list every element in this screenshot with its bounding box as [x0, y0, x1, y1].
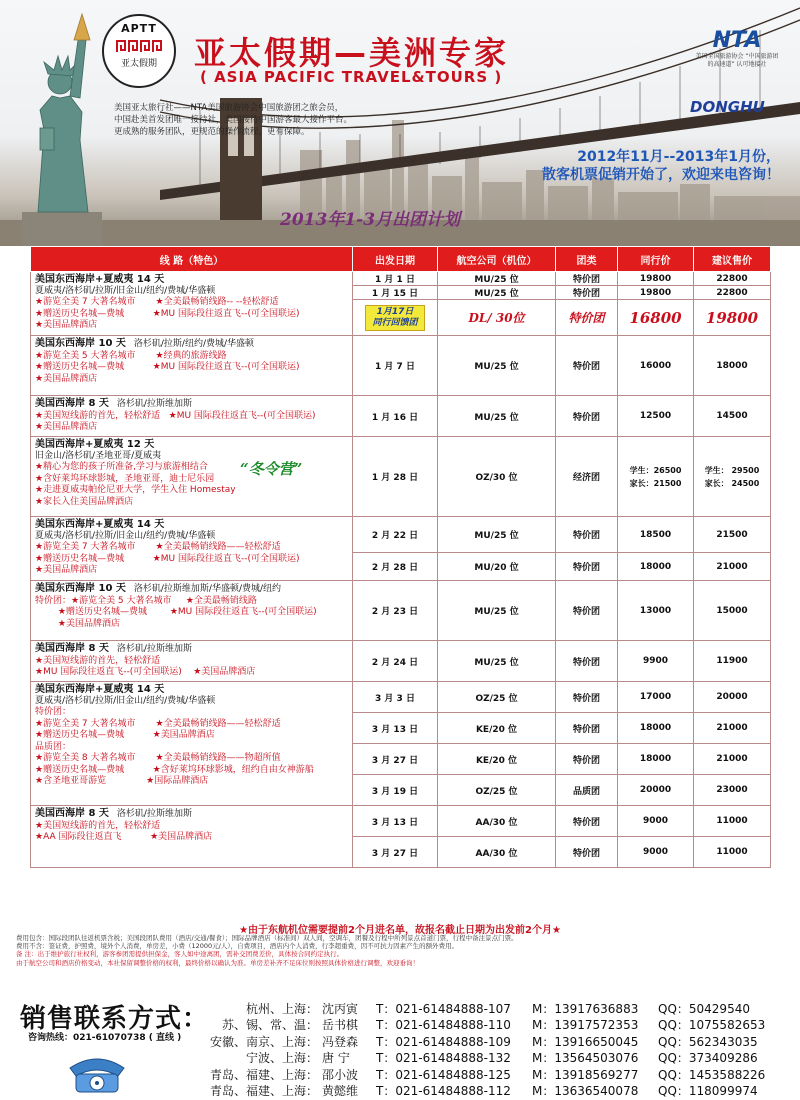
tour-type — [556, 641, 618, 682]
route-feature: ★美国品牌酒店 — [35, 618, 120, 629]
retail-price — [694, 272, 771, 286]
contact-phone[interactable]: T：021-61484888-107 — [376, 1002, 511, 1016]
peer-price-value: 学生：26500 家长：21500 — [629, 465, 682, 488]
route-feature: ★游览全美 5 大著名城市 ★经典的旅游线路 — [35, 350, 227, 361]
retail-price — [694, 553, 771, 581]
contact-mobile[interactable]: M：13636540078 — [532, 1083, 639, 1098]
retail-price-value: 15000 — [716, 605, 748, 616]
airline-seats — [438, 682, 556, 713]
departure-date — [353, 682, 438, 713]
peer-price-value: 19800 — [639, 287, 672, 298]
col-date: 出发日期 — [353, 247, 438, 272]
route-feature: 特价团： — [35, 707, 72, 717]
route-feature: ★赠送历史名城—费城 ★MU 国际段往返直飞--(可全国联运) — [35, 308, 300, 319]
contact-name: 黄懿维 — [322, 1083, 359, 1098]
retail-price — [694, 682, 771, 713]
route-feature: ★赠送历史名城—费城 ★MU 国际段往返直飞--(可全国联运) — [35, 553, 300, 564]
departure-date-value: 1 月 28 日 — [371, 473, 419, 483]
route-cities: 洛杉矶/拉斯维加斯 — [116, 644, 192, 654]
tour-type — [556, 272, 618, 286]
peer-price — [618, 286, 694, 300]
route-title: 美国东西海岸+夏威夷 14 天 — [35, 274, 165, 285]
plan-title: 2013年1-3月出团计划 — [280, 210, 461, 230]
route-cities: 洛杉矶/拉斯维加斯 — [116, 809, 192, 819]
airline-seats — [438, 286, 556, 300]
route-title: 美国东西海岸 10 天 — [35, 583, 126, 594]
retail-price-value: 11000 — [716, 816, 748, 826]
route-feature: 特价团：★游览全美 5 大著名城市 ★全美最畅销线路 — [35, 595, 257, 606]
route-feature: 夏威夷/洛杉矶/拉斯/旧金山/纽约/费城/华盛顿 — [35, 695, 216, 706]
retail-price — [694, 336, 771, 396]
peer-price-value: 13000 — [639, 605, 672, 616]
departure-date-value: 2 月 24 日 — [371, 657, 419, 668]
route-feature: ★美国短线游的首先，轻松舒适 ★MU 国际段往返直飞--(可全国联运) — [35, 410, 316, 421]
departure-date-value: 2 月 28 日 — [371, 563, 419, 573]
tour-type — [556, 837, 618, 868]
tour-type-value: 特价团 — [572, 275, 600, 285]
peer-price — [618, 775, 694, 806]
retail-price-value: 21000 — [716, 754, 748, 764]
route-description — [31, 581, 353, 641]
retail-price — [694, 806, 771, 837]
contact-row — [196, 1000, 786, 1016]
airline-seats — [438, 517, 556, 553]
departure-date-value: 1 月 15 日 — [371, 289, 419, 299]
contact-phone[interactable]: T：021-61484888-132 — [376, 1051, 511, 1066]
airline-seats-value: OZ/25 位 — [475, 786, 518, 797]
winter-camp-label: “冬令营” — [240, 460, 303, 478]
table-row — [31, 581, 771, 641]
tour-type-value: 特价团 — [572, 693, 600, 704]
company-intro: 美国亚太旅行社——NTA美国旅游协会中国旅游团之旅会员， 中国赴美首发团唯一接待社，美国接待中国游客最大接作平台。 更成熟的服务团队，更规范的操作流程，更有保障。 — [114, 103, 353, 137]
tour-type — [556, 713, 618, 744]
route-feature: 品质团： — [35, 741, 72, 752]
peer-price — [618, 336, 694, 396]
table-body — [31, 272, 771, 868]
aptt-logo: APTT 亚太假期 — [102, 14, 176, 88]
tour-type-value: 特价团 — [572, 848, 600, 859]
retail-price-value: 11900 — [716, 656, 748, 666]
peer-price — [618, 682, 694, 713]
tour-type-value: 特价团 — [572, 755, 600, 766]
contact-list — [196, 1000, 786, 1098]
contact-name: 沈丙寅 — [322, 1002, 359, 1016]
route-feature: ★美国短线游的首先，轻松舒适 — [35, 655, 161, 666]
table-header-row — [31, 247, 771, 272]
route-title: 美国西海岸+夏威夷 12 天 — [35, 439, 155, 450]
route-description — [31, 517, 353, 581]
departure-date — [353, 837, 438, 868]
retail-price-value: 22800 — [716, 273, 748, 284]
sales-contact-title: 销售联系方式： — [20, 1004, 210, 1034]
route-feature: ★含圣地亚哥游览 ★国际品牌酒店 — [35, 776, 209, 786]
contact-qq: QQ：562343035 — [658, 1034, 758, 1049]
departure-date — [353, 713, 438, 744]
route-feature: ★赠送历史名城—费城 ★美国品牌酒店 — [35, 730, 215, 740]
airline-seats — [438, 396, 556, 437]
peer-price — [618, 806, 694, 837]
route-feature: ★美国品牌酒店 — [35, 565, 98, 575]
contact-row — [196, 1082, 786, 1098]
airline-seats-value: KE/20 位 — [475, 755, 518, 766]
retail-price — [694, 286, 771, 300]
departure-date — [353, 286, 438, 300]
airline-seats — [438, 744, 556, 775]
retail-price-value: 19800 — [705, 308, 759, 327]
departure-date — [353, 437, 438, 517]
table-row — [31, 437, 771, 517]
tour-type — [556, 437, 618, 517]
peer-price — [618, 713, 694, 744]
tour-type-value: 经济团 — [572, 473, 600, 483]
peer-price — [618, 517, 694, 553]
airline-seats — [438, 775, 556, 806]
retail-price — [694, 396, 771, 437]
contact-name: 冯登森 — [322, 1034, 359, 1049]
retail-price — [694, 641, 771, 682]
retail-price — [694, 581, 771, 641]
nta-logo: NTA 美国全国旅游协会 “中国旅游团的高速道” 认可地接社 — [695, 28, 779, 68]
airline-seats-value: DL/ 30位 — [468, 311, 525, 325]
peer-price-value: 18000 — [639, 561, 672, 572]
route-feature: 夏威夷/洛杉矶/拉斯/旧金山/纽约/费城/华盛顿 — [35, 530, 216, 541]
contact-qq: QQ：373409286 — [658, 1051, 758, 1066]
peer-price — [618, 396, 694, 437]
peer-price — [618, 581, 694, 641]
peer-price-value: 9900 — [642, 656, 669, 666]
route-feature: 夏威夷/洛杉矶/拉斯/旧金山/纽约/费城/华盛顿 — [35, 285, 216, 296]
table-row — [31, 806, 771, 837]
airline-seats-value: OZ/30 位 — [475, 473, 518, 483]
retail-price-value: 21000 — [716, 723, 748, 733]
tour-type — [556, 581, 618, 641]
peer-price-value: 18000 — [639, 754, 672, 764]
peer-price — [618, 744, 694, 775]
contact-region: 安徽、南京、上海： — [209, 1034, 318, 1049]
contact-qq: QQ：50429540 — [658, 1002, 750, 1016]
route-title: 美国东西海岸+夏威夷 14 天 — [35, 519, 165, 530]
route-title: 美国东西海岸 10 天 — [35, 338, 126, 349]
departure-date — [353, 806, 438, 837]
tour-type-value: 特价团 — [572, 289, 600, 299]
airline-seats — [438, 837, 556, 868]
route-description — [31, 396, 353, 437]
route-feature: ★赠送历史名城—费城 ★MU 国际段往返直飞--(可全国联运) — [35, 607, 317, 617]
departure-date — [353, 553, 438, 581]
route-title: 美国西海岸 8 天 — [35, 643, 109, 654]
airline-seats-value: AA/30 位 — [475, 848, 518, 859]
peer-price-value: 12500 — [639, 411, 672, 421]
tour-type — [556, 775, 618, 806]
route-feature: ★美国短线游的首先，轻松舒适 — [35, 820, 161, 831]
feedback-tour-badge: 1月17日 同行回馈团 — [365, 305, 424, 331]
airline-seats — [438, 806, 556, 837]
tour-type-value: 特价团 — [572, 531, 600, 541]
contact-region: 杭州、上海： — [245, 1002, 318, 1016]
contact-mobile[interactable]: M：13918569277 — [532, 1067, 639, 1082]
tour-type-value: 特价团 — [572, 724, 600, 735]
departure-date-value: 2 月 22 日 — [371, 531, 419, 541]
route-description — [31, 272, 353, 336]
peer-price-value: 17000 — [639, 692, 672, 702]
departure-date-value: 1 月 1 日 — [375, 275, 415, 285]
airline-seats — [438, 300, 556, 336]
route-feature: ★走进夏威夷帕伦尼亚大学，学生入住 Homestay — [35, 485, 236, 495]
route-feature: ★赠送历史名城—费城 ★含好莱坞环球影城，纽约自由女神游船 — [35, 764, 314, 775]
tour-type — [556, 286, 618, 300]
route-description — [31, 336, 353, 396]
retail-price-value: 22800 — [716, 287, 748, 298]
retail-price-value: 14500 — [716, 411, 748, 421]
table-row — [31, 641, 771, 682]
contact-phone[interactable]: T：021-61484888-110 — [376, 1018, 511, 1033]
departure-date — [353, 396, 438, 437]
airline-seats — [438, 272, 556, 286]
contact-region: 青岛、福建、上海： — [209, 1083, 318, 1098]
contact-mobile[interactable]: M：13564503076 — [532, 1051, 639, 1066]
contact-region: 青岛、福建、上海： — [209, 1067, 318, 1082]
peer-price-value: 16000 — [639, 360, 672, 371]
airline-seats-value: MU/25 位 — [474, 289, 519, 299]
col-route: 线 路（特色） — [31, 247, 353, 272]
route-cities: 洛杉矶/拉斯/纽约/费城/华盛顿 — [133, 339, 255, 349]
tour-type — [556, 744, 618, 775]
tour-type-value: 特价团 — [572, 607, 600, 617]
route-feature: ★游览全美 8 大著名城市 ★全美最畅销线路——物超所值 — [35, 753, 281, 763]
route-description — [31, 641, 353, 682]
route-feature: ★AA 国际段往返直飞 ★美国品牌酒店 — [35, 832, 213, 842]
airline-seats-value: KE/20 位 — [475, 724, 518, 735]
airline-seats-value: MU/25 位 — [474, 607, 519, 617]
tour-type-value: 特价团 — [572, 412, 600, 423]
route-title: 美国西海岸 8 天 — [35, 398, 109, 409]
departure-date-value: 3 月 13 日 — [371, 724, 419, 735]
contact-mobile[interactable]: M：13917636883 — [532, 1002, 639, 1016]
tour-schedule-table — [30, 246, 771, 868]
tour-type-value: 特价团 — [568, 311, 605, 325]
retail-price-value: 18000 — [716, 360, 748, 371]
col-retail-price: 建议售价 — [694, 247, 771, 272]
departure-date — [353, 517, 438, 553]
airline-seats-value: MU/25 位 — [474, 362, 519, 372]
route-feature: ★游览全美 7 大著名城市 ★全美最畅销线路——轻松舒适 — [35, 718, 281, 729]
peer-price-value: 20000 — [639, 785, 672, 795]
airline-seats — [438, 581, 556, 641]
peer-price-value: 16800 — [629, 308, 682, 327]
departure-date-value: 3 月 27 日 — [371, 848, 419, 859]
tour-type — [556, 300, 618, 336]
route-feature: ★含好莱坞环球影城，圣地亚哥，迪士尼乐园 — [35, 473, 215, 484]
airline-seats-value: MU/25 位 — [474, 531, 519, 541]
airline-seats-value: MU/20 位 — [474, 563, 519, 573]
route-feature: ★游览全美 7 大著名城市 ★全美最畅销线路-- --轻松舒适 — [35, 297, 279, 307]
peer-price — [618, 300, 694, 336]
route-feature: ★赠送历史名城—费城 ★MU 国际段往返直飞--(可全国联运) — [35, 362, 300, 372]
tour-type-value: 特价团 — [572, 362, 600, 372]
airline-seats-value: OZ/25 位 — [475, 693, 518, 704]
retail-price — [694, 775, 771, 806]
departure-date — [353, 272, 438, 286]
route-feature: ★美国品牌酒店 — [35, 320, 98, 330]
contact-region: 宁波、上海： — [245, 1051, 318, 1066]
telephone-icon — [62, 1048, 132, 1096]
route-feature: ★美国品牌酒店 — [35, 373, 98, 384]
airline-seats-value: MU/25 位 — [474, 657, 519, 668]
airline-seats — [438, 437, 556, 517]
retail-price — [694, 713, 771, 744]
table-row — [31, 336, 771, 396]
peer-price — [618, 272, 694, 286]
contact-phone[interactable]: T：021-61484888-112 — [376, 1083, 511, 1098]
tour-type — [556, 553, 618, 581]
peer-price — [618, 553, 694, 581]
airline-seats — [438, 641, 556, 682]
departure-date — [353, 775, 438, 806]
tour-type-value: 品质团 — [572, 786, 600, 797]
departure-date-value: 1 月 16 日 — [371, 412, 419, 423]
route-cities: 洛杉矶/拉斯维加斯 — [116, 399, 192, 409]
contact-phone[interactable]: T：021-61484888-125 — [376, 1067, 511, 1082]
table-row — [31, 517, 771, 553]
departure-date — [353, 744, 438, 775]
promo-banner: 2012年11月--2013年1月份， 散客机票促销开始了，欢迎来电咨询！ — [542, 149, 780, 183]
route-title: 美国东西海岸+夏威夷 14 天 — [35, 684, 165, 695]
peer-price — [618, 437, 694, 517]
retail-price — [694, 300, 771, 336]
greek-key-icon — [115, 38, 163, 54]
peer-price-value: 18500 — [639, 529, 672, 540]
route-feature: ★家长入住美国品牌酒店 — [35, 496, 134, 507]
tour-type — [556, 336, 618, 396]
departure-date — [353, 336, 438, 396]
route-description — [31, 806, 353, 868]
peer-price — [618, 641, 694, 682]
contact-qq: QQ：1075582653 — [658, 1018, 766, 1033]
peer-price-value: 19800 — [639, 273, 672, 284]
departure-date-value: 3 月 19 日 — [371, 786, 419, 797]
departure-date — [353, 300, 438, 336]
contact-phone[interactable]: T：021-61484888-109 — [376, 1034, 511, 1049]
tour-type-value: 特价团 — [572, 817, 600, 828]
contact-qq: QQ：1453588226 — [658, 1067, 766, 1082]
route-feature: 旧金山/洛杉矶/圣地亚哥/夏威夷 — [35, 450, 162, 461]
header-banner — [0, 0, 800, 246]
airline-seats-value: AA/30 位 — [475, 817, 518, 828]
retail-price-value: 21000 — [716, 561, 748, 572]
fine-print: 费用包含：国际段团队往返机票含税；美国段团队费用（酒店/交通/餐食）；国际品牌酒店（标准间）双人间，空调车，团餐及行程中所列景点首道门票，行程中备注景点门票。 费用不含：签证费，护照费，境外个人消费，单房差，小费（12000元/人），自费项目，酒店内个人消费，行李超重费，因不可抗力因素产生的额外费用。 备 注：出于维护旅行社权利，游客参团需提供担保金，客人如中途离团，需补交团费差价，具体按合同约定执行。 由于航空公司和酒店价格变动，本社保留调整价格的权利，最终价格以确认为准。单房差补齐不足床位则按照具体价格进行调整，欢迎垂询！ — [16, 934, 518, 967]
airline-seats — [438, 553, 556, 581]
route-feature: ★精心为您的孩子所准备,学习与旅游相结合 — [35, 462, 208, 472]
contact-row — [196, 1066, 786, 1082]
tour-type-value: 特价团 — [572, 563, 600, 573]
peer-price-value: 9000 — [642, 847, 669, 857]
airline-seats — [438, 336, 556, 396]
contact-name: 唐 宁 — [322, 1051, 350, 1066]
departure-date-value: 1 月 7 日 — [375, 362, 415, 372]
table-row — [31, 396, 771, 437]
tour-type-value: 特价团 — [572, 657, 600, 668]
tour-type — [556, 517, 618, 553]
route-description — [31, 437, 353, 517]
route-feature: ★美国品牌酒店 — [35, 422, 98, 432]
route-feature: ★MU 国际段往返直飞--(可全国联运) ★美国品牌酒店 — [35, 667, 256, 677]
departure-date — [353, 641, 438, 682]
brand-title-cn: 亚太假期—美洲专家 — [194, 34, 510, 72]
contact-name: 岳书棋 — [322, 1018, 359, 1033]
departure-date-value: 2 月 23 日 — [371, 607, 419, 617]
donghu-logo: DONGHU — [690, 98, 765, 116]
deadline-notice: ★由于东航机位需要提前2个月进名单，故报名截止日期为出发前2个月★ — [239, 925, 561, 936]
col-type: 团类 — [556, 247, 618, 272]
route-cities: 洛杉矶/拉斯维加斯/华盛顿/费城/纽约 — [133, 584, 282, 594]
departure-date-value: 3 月 27 日 — [371, 755, 419, 766]
departure-date-value: 3 月 3 日 — [375, 693, 415, 704]
retail-price-value: 学生： 29500 家长： 24500 — [704, 465, 760, 488]
contact-name: 邵小波 — [322, 1067, 359, 1082]
departure-date — [353, 581, 438, 641]
col-peer-price: 同行价 — [618, 247, 694, 272]
contact-qq: QQ：118099974 — [658, 1083, 758, 1098]
peer-price-value: 9000 — [642, 816, 669, 826]
retail-price — [694, 837, 771, 868]
retail-price-value: 23000 — [716, 785, 748, 795]
retail-price — [694, 744, 771, 775]
retail-price — [694, 437, 771, 517]
contact-row — [196, 1049, 786, 1065]
tour-type — [556, 396, 618, 437]
contact-row — [196, 1016, 786, 1032]
airline-seats — [438, 713, 556, 744]
table-row — [31, 272, 771, 286]
retail-price-value: 11000 — [716, 847, 748, 857]
retail-price — [694, 517, 771, 553]
route-feature: ★游览全美 7 大著名城市 ★全美最畅销线路——轻松舒适 — [35, 542, 281, 552]
contact-mobile[interactable]: M：13917572353 — [532, 1018, 639, 1033]
route-description — [31, 682, 353, 806]
tour-type — [556, 806, 618, 837]
contact-row — [196, 1033, 786, 1049]
tour-type — [556, 682, 618, 713]
airline-seats-value: MU/25 位 — [474, 275, 519, 285]
col-airline: 航空公司（机位） — [438, 247, 556, 272]
route-title: 美国西海岸 8 天 — [35, 808, 109, 819]
brand-title-en: ( ASIA PACIFIC TRAVEL&TOURS ) — [200, 68, 503, 86]
retail-price-value: 20000 — [716, 692, 748, 702]
retail-price-value: 21500 — [716, 529, 748, 540]
airline-seats-value: MU/25 位 — [474, 412, 519, 423]
contact-mobile[interactable]: M：13916650045 — [532, 1034, 639, 1049]
table-row — [31, 682, 771, 713]
contact-region: 苏、锡、常、温： — [221, 1018, 318, 1033]
departure-date-value: 3 月 13 日 — [371, 817, 419, 828]
hotline: 咨询热线：021-61070738 ( 直线 ) — [28, 1033, 182, 1043]
peer-price — [618, 837, 694, 868]
peer-price-value: 18000 — [639, 723, 672, 733]
